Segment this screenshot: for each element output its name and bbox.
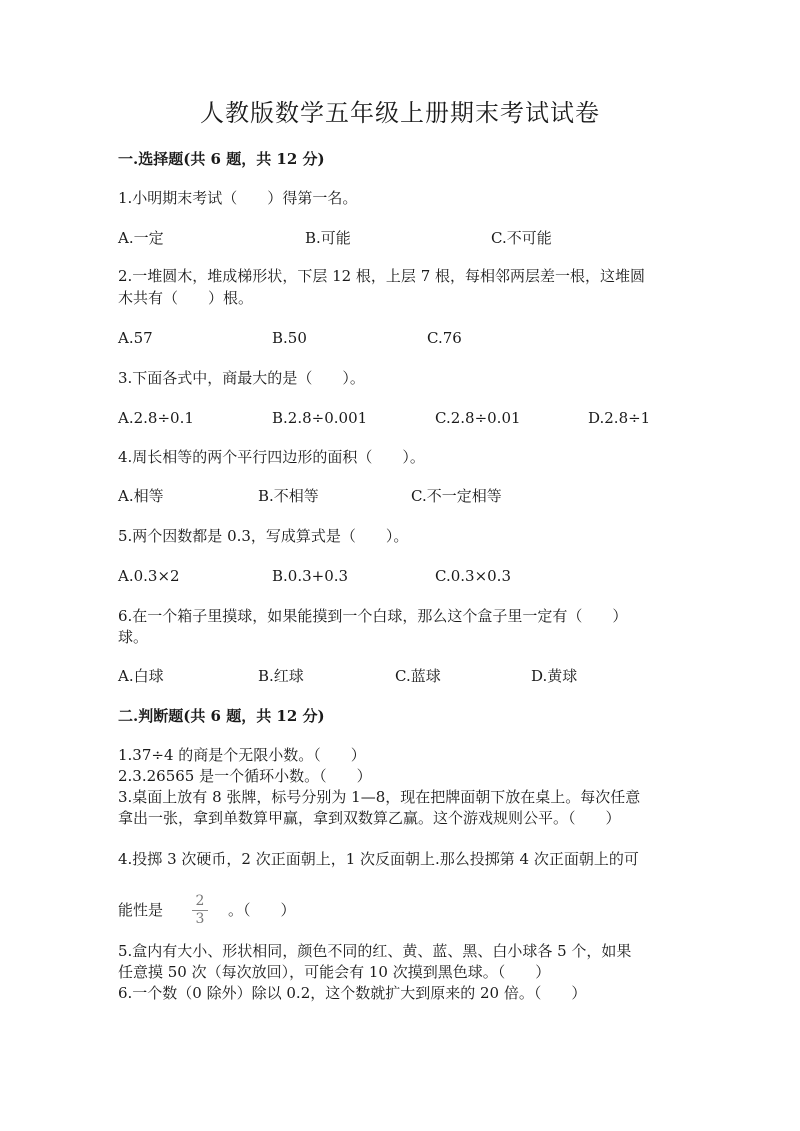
judge-question-5-line-1: 5.盒内有大小、形状相同，颜色不同的红、黄、蓝、黑、白小球各 5 个，如果 bbox=[118, 942, 632, 960]
question-4-text: 4.周长相等的两个平行四边形的面积（ ）。 bbox=[118, 448, 425, 466]
question-4-options bbox=[0, 486, 800, 506]
question-3-text: 3.下面各式中，商最大的是（ ）。 bbox=[118, 369, 365, 387]
option-a: A.57 bbox=[118, 329, 153, 347]
option-b: B.红球 bbox=[258, 667, 304, 685]
option-a: A.一定 bbox=[118, 229, 164, 247]
judge-question-3-line-2: 拿出一张，拿到单数算甲赢，拿到双数算乙赢。这个游戏规则公平。（ ） bbox=[118, 809, 621, 827]
option-c: C.不一定相等 bbox=[411, 487, 502, 505]
question-2-line-1: 2.一堆圆木，堆成梯形状，下层 12 根，上层 7 根，每相邻两层差一根，这堆圆 bbox=[118, 267, 646, 285]
option-c: C.不可能 bbox=[491, 229, 552, 247]
judge-question-2: 2.3.26565 是一个循环小数。（ ） bbox=[118, 767, 372, 785]
question-6-options bbox=[0, 666, 800, 686]
judge-question-5-line-2: 任意摸 50 次（每次放回），可能会有 10 次摸到黑色球。（ ） bbox=[118, 963, 551, 981]
question-5-text: 5.两个因数都是 0.3，写成算式是（ ）。 bbox=[118, 527, 409, 545]
option-b: B.不相等 bbox=[258, 487, 319, 505]
option-c: C.0.3×0.3 bbox=[435, 567, 511, 585]
fraction-denominator: 3 bbox=[195, 911, 205, 927]
option-b: B.2.8÷0.001 bbox=[272, 409, 368, 427]
question-1-text: 1.小明期末考试（ ）得第一名。 bbox=[118, 189, 358, 207]
option-d: D.黄球 bbox=[531, 667, 578, 685]
option-b: B.可能 bbox=[305, 229, 351, 247]
question-3-options bbox=[0, 408, 800, 428]
question-6-line-1: 6.在一个箱子里摸球，如果能摸到一个白球，那么这个盒子里一定有（ ） bbox=[118, 607, 628, 625]
judge-question-3-line-1: 3.桌面上放有 8 张牌，标号分别为 1—8，现在把牌面朝下放在桌上。每次任意 bbox=[118, 788, 641, 806]
judge-question-1: 1.37÷4 的商是个无限小数。（ ） bbox=[118, 746, 366, 764]
option-a: A.2.8÷0.1 bbox=[118, 409, 194, 427]
option-a: A.0.3×2 bbox=[118, 567, 180, 585]
question-1-options bbox=[0, 228, 800, 248]
judge-question-6: 6.一个数（0 除外）除以 0.2，这个数就扩大到原来的 20 倍。（ ） bbox=[118, 984, 587, 1002]
fraction bbox=[192, 894, 208, 927]
option-c: C.蓝球 bbox=[395, 667, 441, 685]
question-2-line-2: 木共有（ ）根。 bbox=[118, 289, 254, 307]
section-heading-true-false: 二.判断题(共 6 题，共 12 分) bbox=[118, 707, 325, 725]
question-5-options bbox=[0, 566, 800, 586]
option-a: A.白球 bbox=[118, 667, 164, 685]
question-2-options bbox=[0, 328, 800, 348]
fraction-numerator: 2 bbox=[195, 893, 205, 909]
option-b: B.0.3+0.3 bbox=[272, 567, 349, 585]
section-heading-choice: 一.选择题(共 6 题，共 12 分) bbox=[118, 150, 325, 168]
option-b: B.50 bbox=[272, 329, 307, 347]
option-c: C.76 bbox=[427, 329, 462, 347]
option-d: D.2.8÷1 bbox=[588, 409, 651, 427]
judge-question-4-line-1: 4.投掷 3 次硬币，2 次正面朝上，1 次反面朝上.那么投掷第 4 次正面朝上的可 bbox=[118, 850, 639, 868]
question-6-line-2: 球。 bbox=[118, 628, 149, 646]
judge-question-4-line-2-prefix: 能性是 bbox=[118, 901, 164, 919]
judge-question-4-line-2-suffix: 。（ ） bbox=[228, 901, 296, 919]
option-c: C.2.8÷0.01 bbox=[435, 409, 521, 427]
option-a: A.相等 bbox=[118, 487, 164, 505]
page-title: 人教版数学五年级上册期末考试试卷 bbox=[200, 99, 600, 127]
